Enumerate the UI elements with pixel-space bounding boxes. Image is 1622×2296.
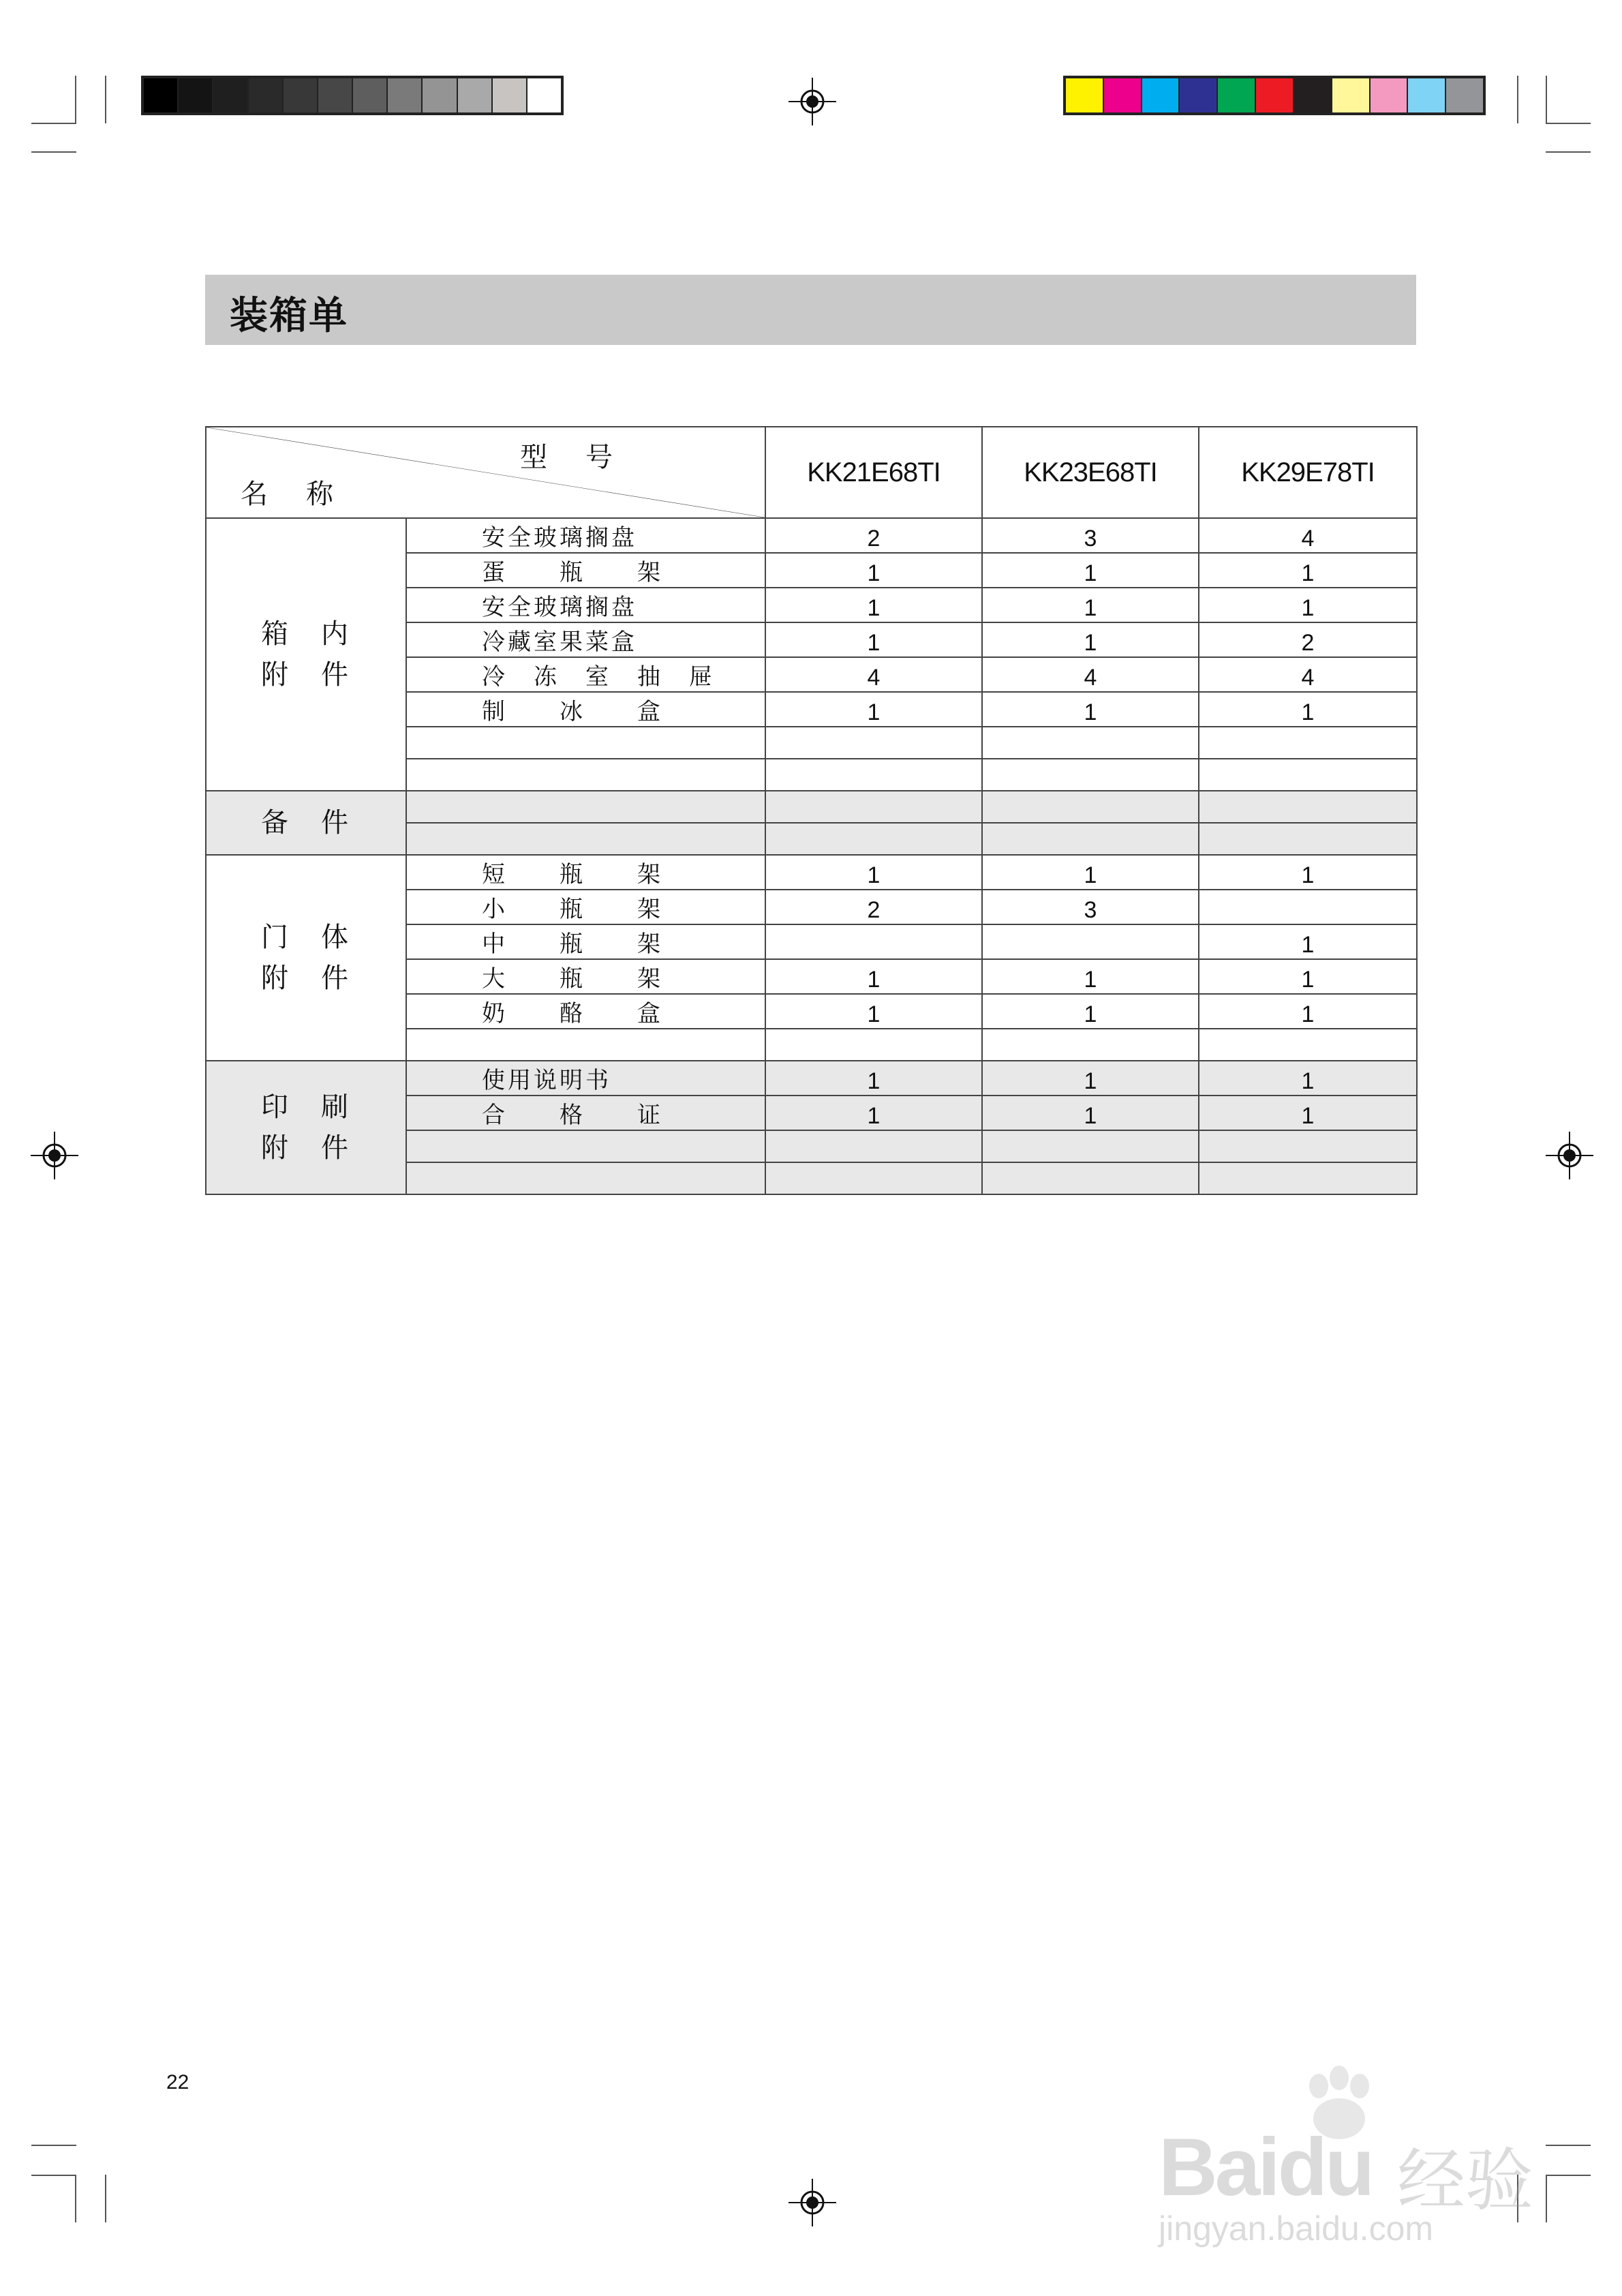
quantity-cell: 1 bbox=[765, 588, 982, 622]
quantity-cell bbox=[765, 823, 982, 855]
item-name-cell bbox=[406, 1130, 765, 1162]
crop-mark bbox=[1546, 2145, 1591, 2146]
crop-mark bbox=[31, 123, 76, 124]
color-swatch bbox=[421, 78, 456, 112]
color-swatch bbox=[1369, 78, 1407, 112]
quantity-cell: 1 bbox=[765, 855, 982, 890]
color-swatch bbox=[1293, 78, 1331, 112]
color-swatch bbox=[1445, 78, 1483, 112]
color-swatch bbox=[1066, 78, 1103, 112]
item-name-cell: 小 瓶 架 bbox=[406, 890, 765, 924]
quantity-cell: 1 bbox=[982, 1061, 1199, 1096]
color-swatch bbox=[491, 78, 526, 112]
quantity-cell bbox=[982, 1162, 1199, 1194]
item-name-cell: 短 瓶 架 bbox=[406, 855, 765, 890]
quantity-cell bbox=[1199, 1162, 1417, 1194]
baidu-jingyan-watermark bbox=[1152, 2066, 1533, 2248]
group-label: 印 刷 附 件 bbox=[206, 1061, 406, 1194]
quantity-cell: 2 bbox=[765, 890, 982, 924]
quantity-cell: 1 bbox=[1199, 692, 1417, 727]
group-label: 备 件 bbox=[206, 791, 406, 855]
quantity-cell: 4 bbox=[1199, 518, 1417, 553]
quantity-cell bbox=[982, 924, 1199, 959]
table-row bbox=[206, 791, 1417, 823]
table-header-row bbox=[206, 427, 1417, 518]
watermark-url: jingyan.baidu.com bbox=[1159, 2209, 1434, 2248]
quantity-cell bbox=[765, 727, 982, 759]
crop-mark bbox=[75, 76, 76, 123]
quantity-cell bbox=[1199, 823, 1417, 855]
color-swatch bbox=[177, 78, 212, 112]
quantity-cell: 3 bbox=[982, 518, 1199, 553]
item-name-cell: 冷 冻 室 抽 屉 bbox=[406, 657, 765, 692]
quantity-cell bbox=[765, 1029, 982, 1061]
model-header: KK21E68TI bbox=[765, 427, 982, 518]
header-model-label: 型 号 bbox=[520, 442, 618, 473]
item-name-cell bbox=[406, 1029, 765, 1061]
quantity-cell: 1 bbox=[1199, 553, 1417, 588]
item-name-cell: 使用说明书 bbox=[406, 1061, 765, 1096]
packing-list-table bbox=[205, 426, 1418, 1195]
quantity-cell bbox=[765, 1162, 982, 1194]
quantity-cell: 1 bbox=[982, 622, 1199, 657]
quantity-cell: 1 bbox=[982, 553, 1199, 588]
registration-mark-icon bbox=[789, 78, 836, 125]
color-swatch bbox=[1407, 78, 1445, 112]
model-header: KK29E78TI bbox=[1199, 427, 1417, 518]
quantity-cell: 1 bbox=[982, 855, 1199, 890]
quantity-cell: 1 bbox=[765, 553, 982, 588]
quantity-cell bbox=[1199, 791, 1417, 823]
crop-mark bbox=[1517, 76, 1518, 123]
quantity-cell: 1 bbox=[1199, 1096, 1417, 1130]
crop-mark bbox=[31, 2145, 76, 2146]
registration-mark-icon bbox=[31, 1132, 78, 1179]
quantity-cell: 4 bbox=[982, 657, 1199, 692]
item-name-cell bbox=[406, 791, 765, 823]
quantity-cell bbox=[1199, 727, 1417, 759]
process-color-bar bbox=[1063, 76, 1486, 115]
crop-mark bbox=[105, 2175, 106, 2222]
registration-mark-icon bbox=[1546, 1132, 1593, 1179]
quantity-cell: 1 bbox=[982, 588, 1199, 622]
group-label: 箱 内 附 件 bbox=[206, 518, 406, 791]
quantity-cell bbox=[1199, 1130, 1417, 1162]
watermark-suffix: 经验 bbox=[1397, 2141, 1533, 2220]
registration-mark-icon bbox=[789, 2179, 836, 2226]
quantity-cell bbox=[982, 1029, 1199, 1061]
quantity-cell bbox=[982, 759, 1199, 791]
quantity-cell bbox=[1199, 759, 1417, 791]
crop-mark bbox=[1546, 2175, 1547, 2222]
item-name-cell: 安全玻璃搁盘 bbox=[406, 518, 765, 553]
table-row bbox=[206, 518, 1417, 553]
item-name-cell: 中 瓶 架 bbox=[406, 924, 765, 959]
item-name-cell: 制 冰 盒 bbox=[406, 692, 765, 727]
crop-mark bbox=[31, 2175, 76, 2176]
crop-mark bbox=[31, 151, 76, 153]
quantity-cell: 1 bbox=[982, 1096, 1199, 1130]
color-swatch bbox=[457, 78, 491, 112]
crop-mark bbox=[1546, 76, 1547, 123]
quantity-cell: 1 bbox=[765, 1061, 982, 1096]
color-swatch bbox=[1216, 78, 1255, 112]
quantity-cell: 1 bbox=[1199, 924, 1417, 959]
item-name-cell: 合 格 证 bbox=[406, 1096, 765, 1130]
page-title: 装箱单 bbox=[230, 294, 348, 338]
color-swatch bbox=[1141, 78, 1179, 112]
color-swatch bbox=[526, 78, 561, 112]
table-row bbox=[206, 1061, 1417, 1096]
color-swatch bbox=[386, 78, 421, 112]
crop-mark bbox=[75, 2175, 76, 2222]
item-name-cell bbox=[406, 759, 765, 791]
quantity-cell: 1 bbox=[982, 994, 1199, 1029]
section-title-bar bbox=[205, 275, 1416, 345]
quantity-cell: 1 bbox=[765, 994, 982, 1029]
quantity-cell: 1 bbox=[1199, 959, 1417, 994]
item-name-cell: 安全玻璃搁盘 bbox=[406, 588, 765, 622]
quantity-cell bbox=[1199, 1029, 1417, 1061]
header-diagonal-cell bbox=[206, 427, 765, 518]
quantity-cell bbox=[1199, 890, 1417, 924]
quantity-cell bbox=[982, 727, 1199, 759]
quantity-cell bbox=[982, 791, 1199, 823]
header-name-label: 名 称 bbox=[241, 479, 339, 510]
quantity-cell bbox=[982, 823, 1199, 855]
color-swatch bbox=[1178, 78, 1216, 112]
quantity-cell: 1 bbox=[765, 692, 982, 727]
group-label: 门 体 附 件 bbox=[206, 855, 406, 1061]
table-row bbox=[206, 855, 1417, 890]
watermark-brand: Baidu bbox=[1159, 2121, 1373, 2213]
quantity-cell: 2 bbox=[1199, 622, 1417, 657]
quantity-cell: 4 bbox=[765, 657, 982, 692]
crop-mark bbox=[1546, 2175, 1591, 2176]
quantity-cell: 1 bbox=[982, 692, 1199, 727]
color-swatch bbox=[1331, 78, 1369, 112]
quantity-cell bbox=[765, 791, 982, 823]
quantity-cell: 1 bbox=[1199, 855, 1417, 890]
crop-mark bbox=[105, 76, 106, 123]
quantity-cell bbox=[765, 924, 982, 959]
quantity-cell: 2 bbox=[765, 518, 982, 553]
page-number: 22 bbox=[166, 2071, 189, 2094]
item-name-cell bbox=[406, 823, 765, 855]
item-name-cell bbox=[406, 1162, 765, 1194]
color-swatch bbox=[247, 78, 282, 112]
item-name-cell: 大 瓶 架 bbox=[406, 959, 765, 994]
model-header: KK23E68TI bbox=[982, 427, 1199, 518]
quantity-cell: 1 bbox=[1199, 1061, 1417, 1096]
item-name-cell: 蛋 瓶 架 bbox=[406, 553, 765, 588]
item-name-cell: 冷藏室果菜盒 bbox=[406, 622, 765, 657]
quantity-cell: 1 bbox=[1199, 588, 1417, 622]
quantity-cell: 1 bbox=[765, 1096, 982, 1130]
quantity-cell bbox=[765, 1130, 982, 1162]
color-swatch bbox=[144, 78, 177, 112]
crop-mark bbox=[1546, 123, 1591, 124]
crop-mark bbox=[1546, 151, 1591, 153]
color-swatch bbox=[317, 78, 352, 112]
item-name-cell: 奶 酪 盒 bbox=[406, 994, 765, 1029]
item-name-cell bbox=[406, 727, 765, 759]
color-swatch bbox=[1255, 78, 1293, 112]
quantity-cell: 1 bbox=[982, 959, 1199, 994]
quantity-cell: 4 bbox=[1199, 657, 1417, 692]
quantity-cell bbox=[765, 759, 982, 791]
color-swatch bbox=[282, 78, 317, 112]
grayscale-color-bar bbox=[141, 76, 564, 115]
color-swatch bbox=[1103, 78, 1141, 112]
quantity-cell: 1 bbox=[1199, 994, 1417, 1029]
quantity-cell: 1 bbox=[765, 959, 982, 994]
quantity-cell bbox=[982, 1130, 1199, 1162]
color-swatch bbox=[212, 78, 247, 112]
quantity-cell: 3 bbox=[982, 890, 1199, 924]
color-swatch bbox=[352, 78, 386, 112]
quantity-cell: 1 bbox=[765, 622, 982, 657]
